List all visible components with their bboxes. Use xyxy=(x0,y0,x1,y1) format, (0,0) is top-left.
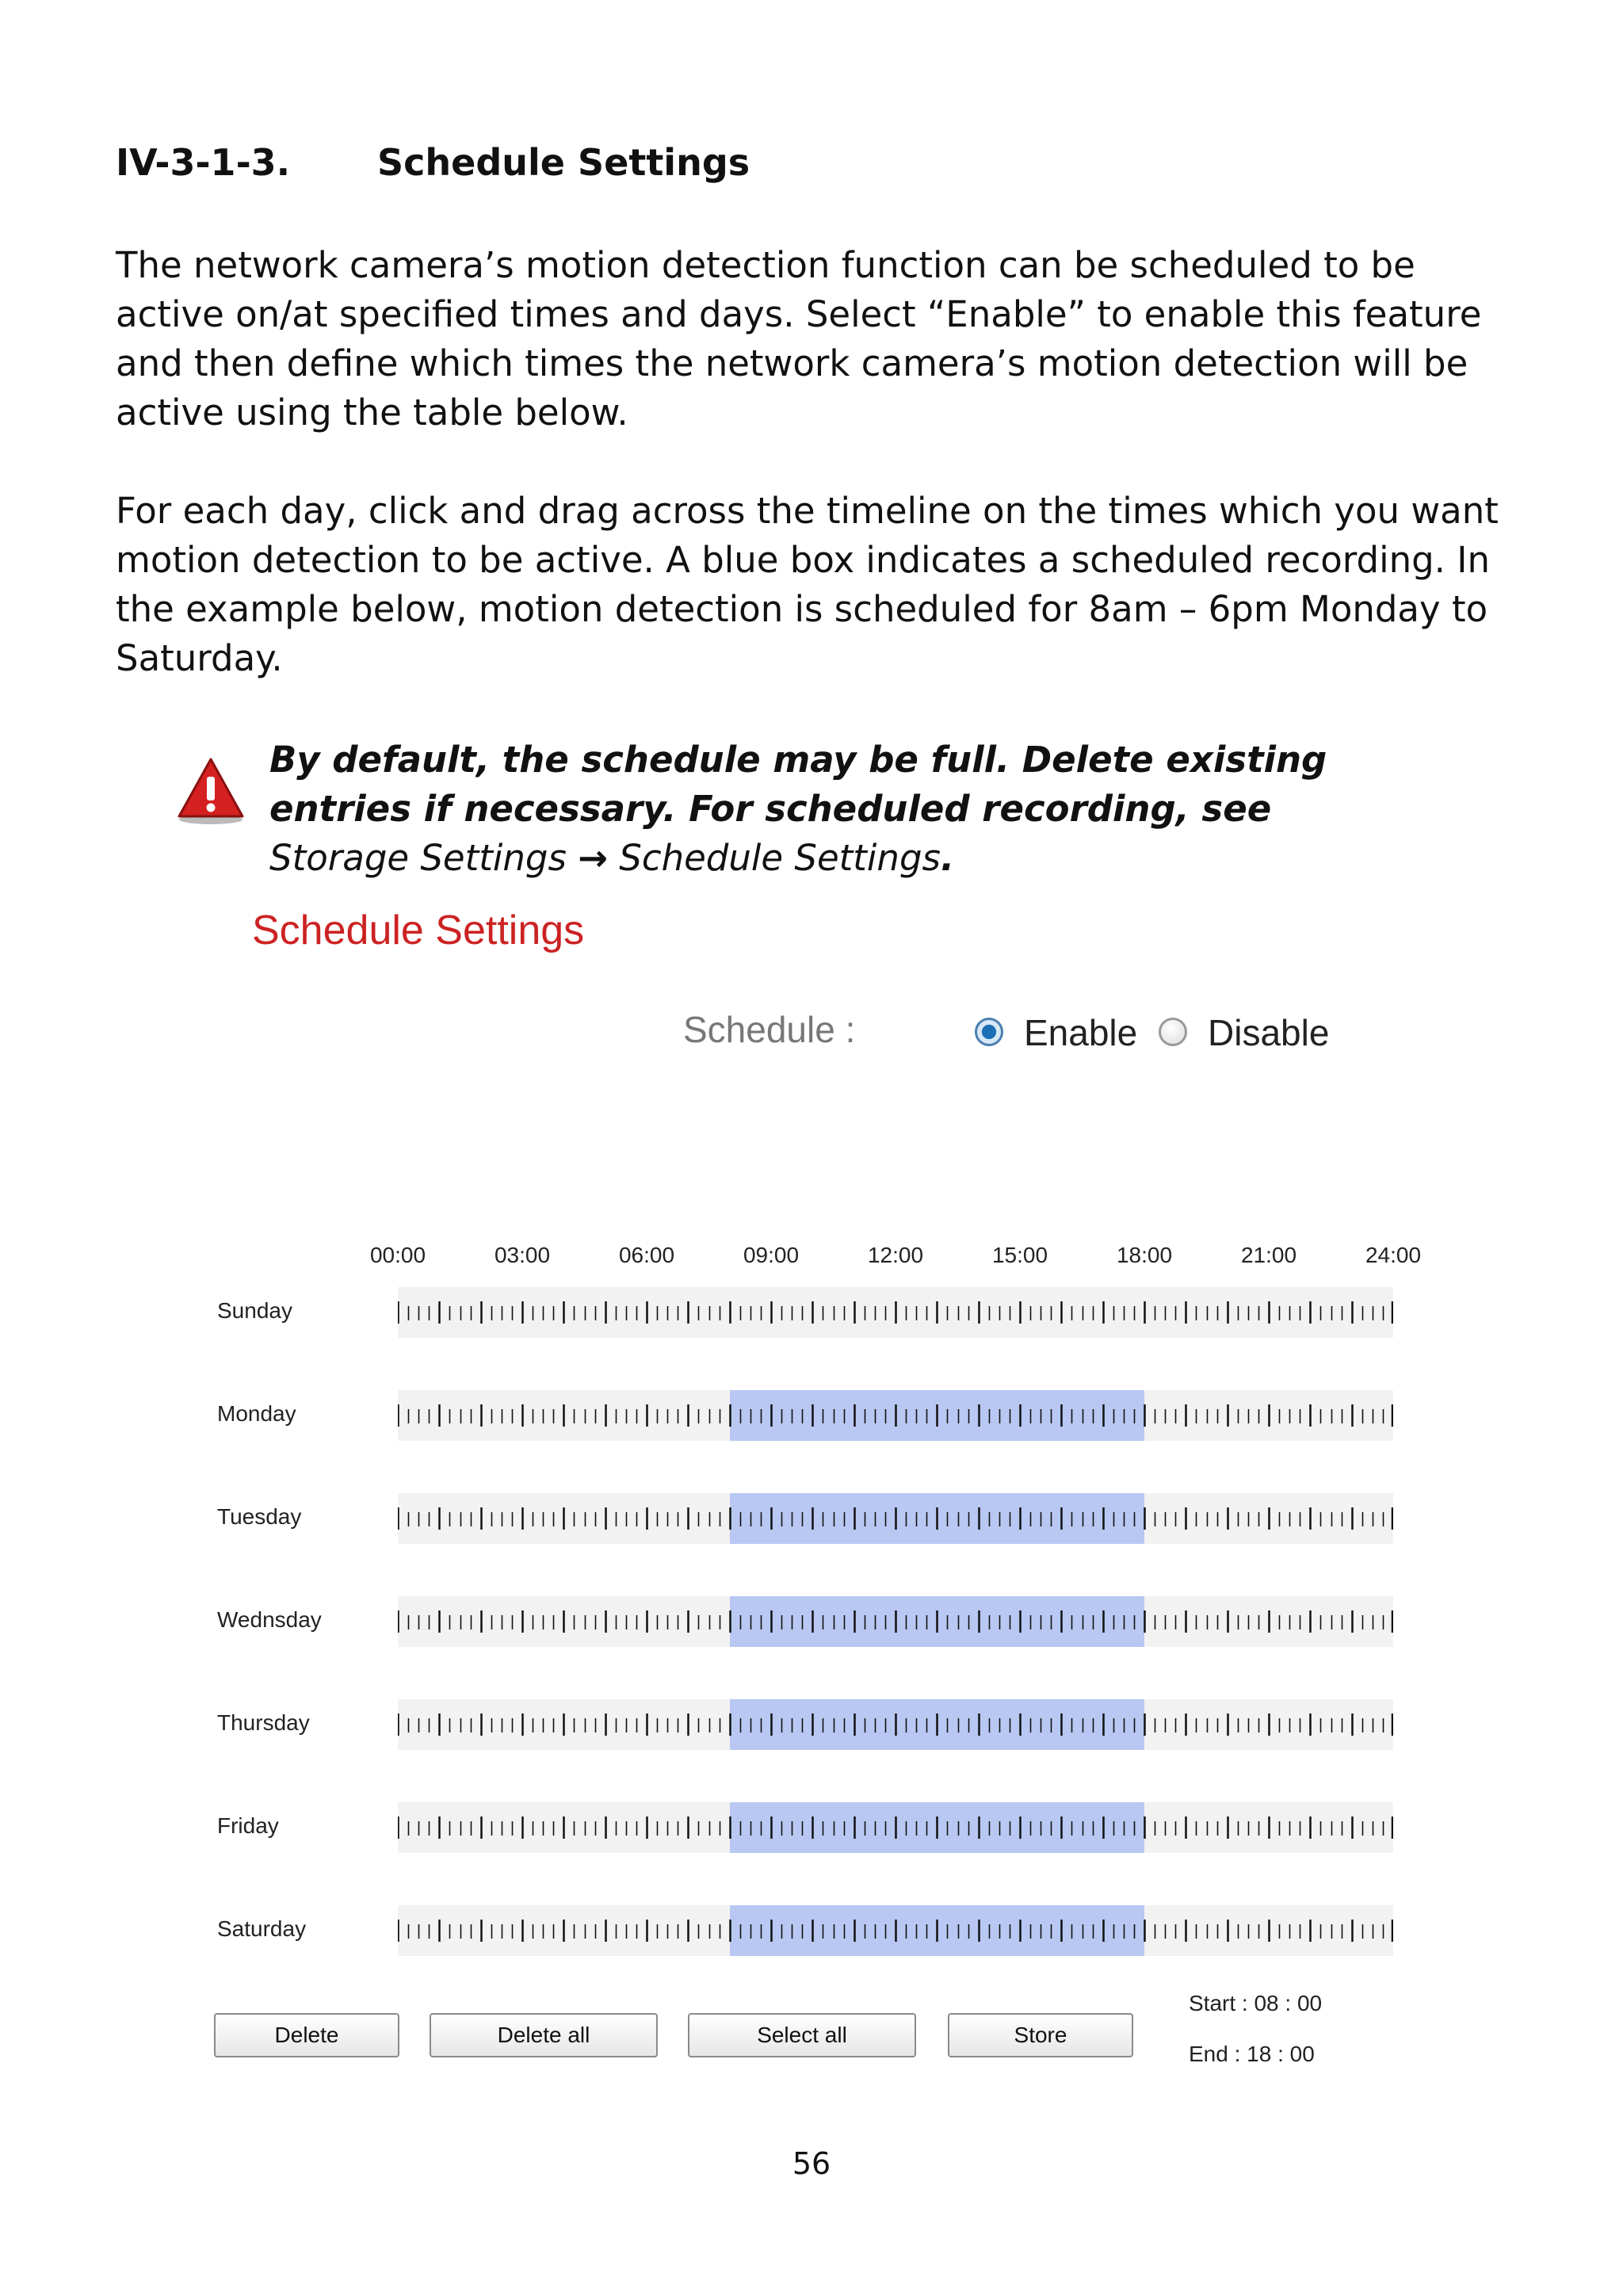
hour-label: 24:00 xyxy=(1365,1243,1422,1267)
screenshot-title: Schedule Settings xyxy=(252,907,585,953)
disable-radio[interactable] xyxy=(1159,1018,1187,1046)
enable-radio[interactable] xyxy=(975,1018,1003,1046)
hour-label: 21:00 xyxy=(1240,1243,1297,1267)
tick-marks xyxy=(398,1493,1393,1544)
hour-label: 12:00 xyxy=(867,1243,924,1267)
day-label-friday: Friday xyxy=(217,1813,279,1838)
timeline-tuesday[interactable] xyxy=(398,1493,1393,1544)
note-link-storage: Storage Settings xyxy=(269,837,567,879)
timeline-thursday[interactable] xyxy=(398,1699,1393,1750)
tick-marks xyxy=(398,1390,1393,1441)
day-label-wednsday: Wednsday xyxy=(217,1607,322,1632)
section-title: Schedule Settings xyxy=(377,141,750,184)
day-label-tuesday: Tuesday xyxy=(217,1504,302,1529)
arrow-icon: → xyxy=(578,837,608,879)
warning-note xyxy=(269,735,1363,883)
note-bold-text: By default, the schedule may be full. Delete existing entries if necessary. For scheduled recording, see xyxy=(269,739,1327,830)
timeline-saturday[interactable] xyxy=(398,1905,1393,1956)
warning-icon xyxy=(176,755,246,826)
hour-label: 18:00 xyxy=(1116,1243,1173,1267)
section-number: IV-3-1-3. xyxy=(116,141,291,184)
hour-label: 06:00 xyxy=(618,1243,675,1267)
schedule-label: Schedule : xyxy=(683,1009,856,1050)
timeline-sunday[interactable] xyxy=(398,1287,1393,1338)
delete-all-button[interactable]: Delete all xyxy=(430,2013,658,2057)
tick-marks xyxy=(398,1699,1393,1750)
tick-marks xyxy=(398,1905,1393,1956)
hour-label: 03:00 xyxy=(494,1243,551,1267)
note-link-schedule: Schedule Settings xyxy=(619,837,941,879)
start-time-readout: Start : 08 : 00 xyxy=(1189,1991,1323,2015)
intro-paragraph: The network camera’s motion detection function can be scheduled to be active on/at specified times and days. Select “Enable” to enable this feature and then define which times the network camera’s motion detection will be active using the table below. xyxy=(116,244,1482,434)
page-number: 56 xyxy=(792,2146,831,2181)
timeline-friday[interactable] xyxy=(398,1802,1393,1853)
select-all-button[interactable]: Select all xyxy=(688,2013,916,2057)
hour-label: 09:00 xyxy=(743,1243,800,1267)
end-time-readout: End : 18 : 00 xyxy=(1189,2042,1315,2066)
disable-label: Disable xyxy=(1208,1012,1330,1053)
hour-label: 15:00 xyxy=(991,1243,1048,1267)
day-label-monday: Monday xyxy=(217,1401,296,1426)
tick-marks xyxy=(398,1287,1393,1338)
store-button[interactable]: Store xyxy=(948,2013,1133,2057)
section-heading xyxy=(116,141,1510,184)
day-label-sunday: Sunday xyxy=(217,1298,292,1323)
note-period: . xyxy=(940,837,955,879)
day-label-thursday: Thursday xyxy=(217,1710,310,1735)
day-label-saturday: Saturday xyxy=(217,1916,307,1941)
timeline-wednsday[interactable] xyxy=(398,1596,1393,1647)
delete-button[interactable]: Delete xyxy=(214,2013,399,2057)
timeline-monday[interactable] xyxy=(398,1390,1393,1441)
tick-marks xyxy=(398,1802,1393,1853)
tick-marks xyxy=(398,1596,1393,1647)
enable-label: Enable xyxy=(1024,1012,1138,1053)
hour-label: 00:00 xyxy=(369,1243,426,1267)
instruction-paragraph: For each day, click and drag across the timeline on the times which you want motion detection to be active. A blue box indicates a scheduled recording. In the example below, motion detection is scheduled for 8am – 6pm Monday to Saturday. xyxy=(116,490,1499,679)
